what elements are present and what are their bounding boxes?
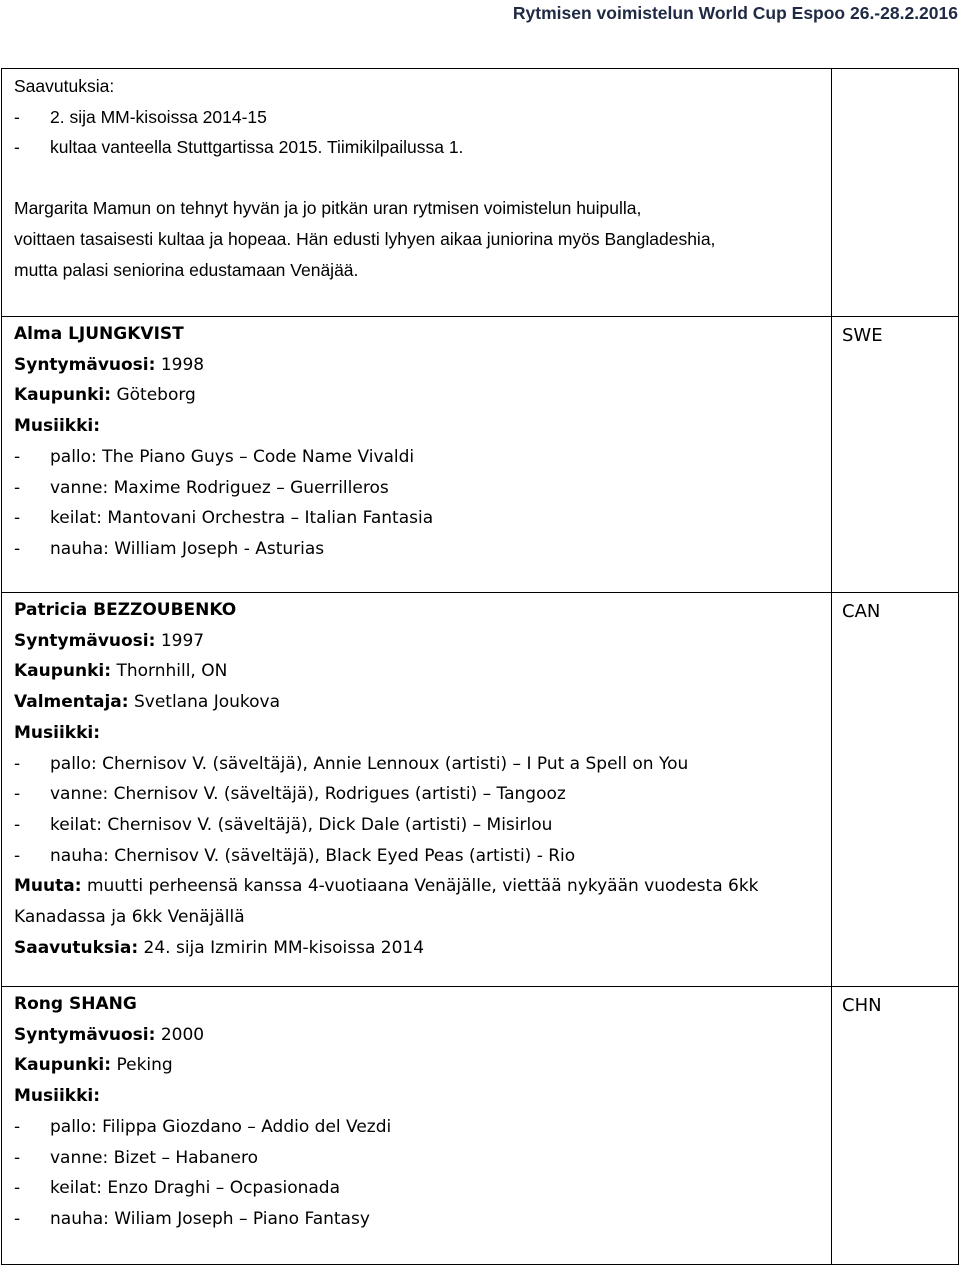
music-label: Musiikki: <box>14 416 101 437</box>
paragraph-line: Margarita Mamun on tehnyt hyvän ja jo pitkän uran rytmisen voimistelun huipulla, <box>14 198 642 219</box>
achievements-label: Saavutuksia: <box>14 76 115 96</box>
athlete-name: Rong SHANG <box>14 994 137 1014</box>
athlete-cell <box>2 317 832 593</box>
birth-year-row: Syntymävuosi: 1997 <box>14 630 205 651</box>
paragraph-line: voittaen tasaisesti kultaa ja hopeaa. Hän edusti lyhyen aikaa juniorina myös Bangladeshia, <box>14 228 716 249</box>
music-item: - pallo: Filippa Giozdano – Addio del Vezdi <box>14 1116 392 1137</box>
other-row-continued: Kanadassa ja 6kk Venäjällä <box>14 907 245 928</box>
country-cell <box>832 987 959 1265</box>
country-cell <box>832 69 959 317</box>
country-code: CAN <box>842 601 881 622</box>
music-item: - nauha: Wiliam Joseph – Piano Fantasy <box>14 1208 370 1229</box>
music-label: Musiikki: <box>14 1086 101 1107</box>
athlete-cell <box>2 593 832 987</box>
birth-year-row: Syntymävuosi: 2000 <box>14 1024 205 1045</box>
city-row: Kaupunki: Peking <box>14 1055 173 1076</box>
music-item: - pallo: The Piano Guys – Code Name Vivaldi <box>14 446 415 467</box>
table-row <box>2 987 959 1265</box>
music-item: - keilat: Chernisov V. (säveltäjä), Dick Dale (artisti) – Misirlou <box>14 814 553 835</box>
birth-year-row: Syntymävuosi: 1998 <box>14 354 205 375</box>
music-item: - nauha: William Joseph - Asturias <box>14 538 325 559</box>
country-cell <box>832 593 959 987</box>
achievements-row: Saavutuksia: 24. sija Izmirin MM-kisoissa 2014 <box>14 937 425 958</box>
paragraph-line: mutta palasi seniorina edustamaan Venäjää. <box>14 259 359 280</box>
music-item: - pallo: Chernisov V. (säveltäjä), Annie Lennoux (artisti) – I Put a Spell on You <box>14 753 689 774</box>
coach-row: Valmentaja: Svetlana Joukova <box>14 692 281 713</box>
music-item: - vanne: Bizet – Habanero <box>14 1147 259 1168</box>
music-item: - nauha: Chernisov V. (säveltäjä), Black Eyed Peas (artisti) - Rio <box>14 845 576 866</box>
music-item: - vanne: Chernisov V. (säveltäjä), Rodrigues (artisti) – Tangooz <box>14 784 566 805</box>
music-label: Musiikki: <box>14 722 101 743</box>
table-row <box>2 317 959 593</box>
country-code: SWE <box>842 325 883 346</box>
country-cell <box>832 317 959 593</box>
athlete-name: Alma LJUNGKVIST <box>14 324 184 344</box>
page-header-title: Rytmisen voimistelun World Cup Espoo 26.-28.2.2016 <box>512 3 958 23</box>
table-row <box>2 69 959 317</box>
other-row: Muuta: muutti perheensä kanssa 4-vuotiaana Venäjälle, viettää nykyään vuodesta 6kk <box>14 876 759 897</box>
table-row <box>2 593 959 987</box>
music-item: - keilat: Mantovani Orchestra – Italian Fantasia <box>14 508 434 529</box>
intro-cell <box>2 69 832 317</box>
city-row: Kaupunki: Göteborg <box>14 385 196 406</box>
music-item: - vanne: Maxime Rodriguez – Guerrilleros <box>14 477 389 498</box>
list-item: - kultaa vanteella Stuttgartissa 2015. Tiimikilpailussa 1. <box>14 137 464 158</box>
athlete-name: Patricia BEZZOUBENKO <box>14 600 237 620</box>
city-row: Kaupunki: Thornhill, ON <box>14 661 228 682</box>
list-item: - 2. sija MM-kisoissa 2014-15 <box>14 106 267 127</box>
music-item: - keilat: Enzo Draghi – Ocpasionada <box>14 1178 341 1199</box>
athlete-table <box>1 68 959 1265</box>
athlete-cell <box>2 987 832 1265</box>
country-code: CHN <box>842 995 882 1016</box>
